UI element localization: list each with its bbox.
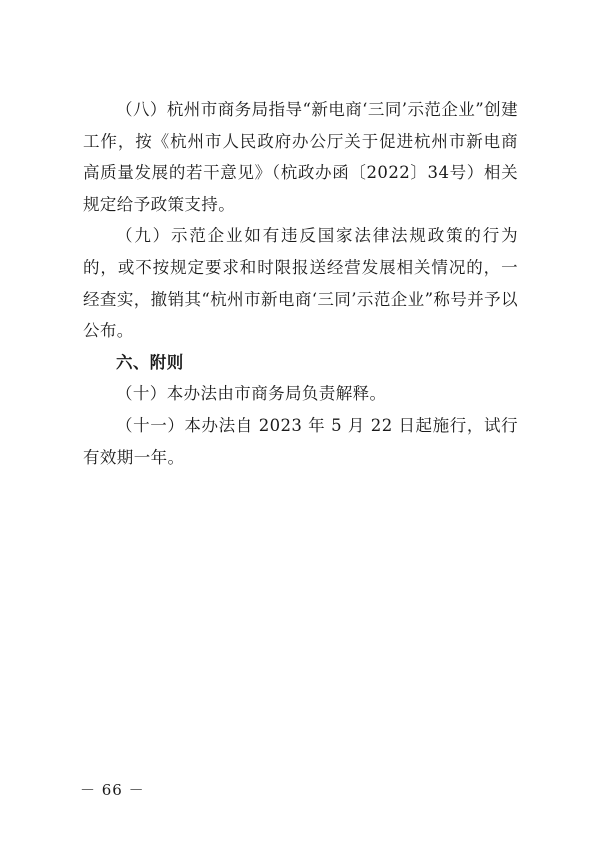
document-body: [83, 94, 518, 473]
paragraph-item-10: （十）本办法由市商务局负责解释。: [116, 384, 387, 404]
paragraph-item-8: （八）杭州市商务局指导“新电商‘三同’示范企业”创建工作，按《杭州市人民政府办公厅关于促进杭州市新电商高质量发展的若干意见》（杭政办函〔2022〕34号）相关规定给予政策支持。: [83, 100, 518, 214]
paragraph-item-11: （十一）本办法自 2023 年 5 月 22 日起施行，试行有效期一年。: [83, 415, 518, 467]
paragraph-item-9: （九）示范企业如有违反国家法律法规政策的行为的，或不按规定要求和时限报送经营发展相关情况的，一经查实，撤销其“杭州市新电商‘三同’示范企业”称号并予以公布。: [83, 226, 518, 341]
page-number: － 66 －: [80, 781, 145, 799]
section-heading-supplementary-provisions: 六、附则: [116, 352, 184, 372]
